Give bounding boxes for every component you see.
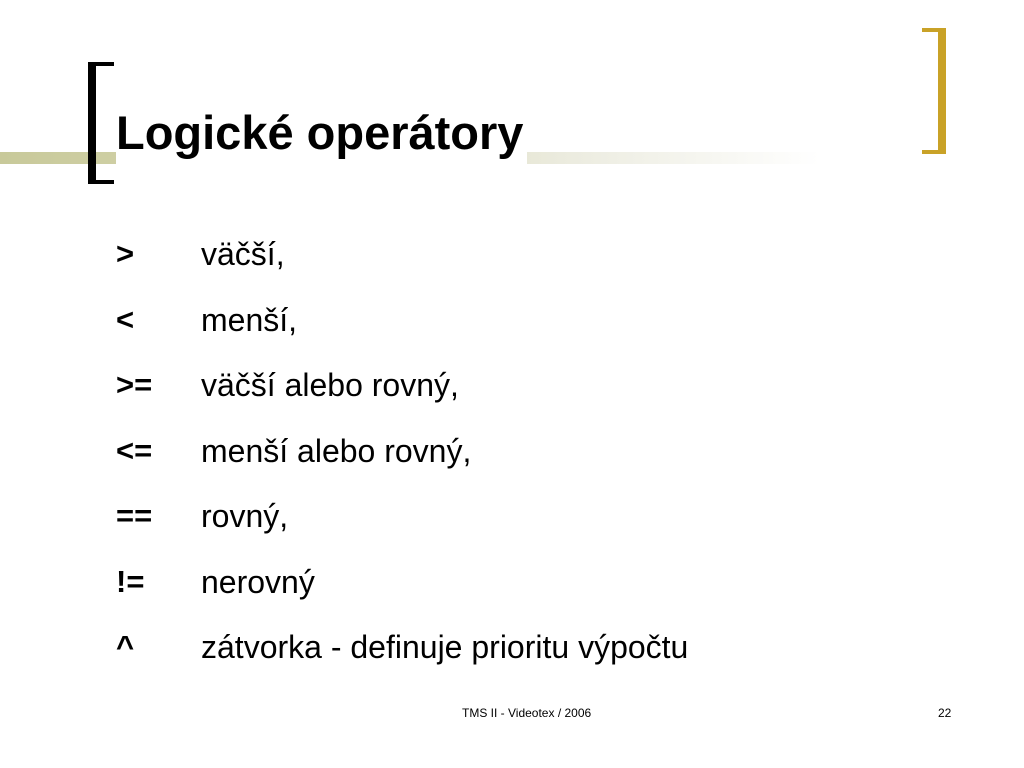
operator-symbol: >= bbox=[116, 367, 153, 402]
operator-row-less bbox=[116, 294, 688, 360]
operator-description: menší alebo rovný, bbox=[201, 432, 472, 469]
right-bracket-decoration bbox=[922, 28, 946, 154]
operator-row-caret bbox=[116, 621, 688, 687]
operator-description: väčší, bbox=[201, 236, 285, 272]
slide-title: Logické operátory bbox=[116, 100, 527, 166]
operator-description: nerovný bbox=[201, 563, 315, 600]
operator-row-less-equal bbox=[116, 425, 688, 491]
operator-row-equal bbox=[116, 490, 688, 556]
operator-row-not-equal bbox=[116, 556, 688, 622]
operator-row-greater bbox=[116, 228, 688, 294]
operator-description: väčší alebo rovný, bbox=[201, 367, 459, 403]
operator-symbol: < bbox=[116, 301, 135, 337]
operator-symbol: == bbox=[116, 498, 153, 533]
operator-symbol: != bbox=[116, 563, 145, 599]
operator-description: zátvorka - definuje prioritu výpočtu bbox=[201, 629, 689, 665]
operator-description: menší, bbox=[201, 301, 298, 338]
slide-footer: TMS II - Videotex / 2006 bbox=[462, 706, 592, 720]
operator-description: rovný, bbox=[201, 498, 289, 534]
operator-symbol: ^ bbox=[116, 629, 135, 664]
left-bracket-decoration bbox=[88, 62, 114, 184]
operator-symbol: <= bbox=[116, 432, 153, 468]
operator-symbol: > bbox=[116, 236, 135, 271]
operator-row-greater-equal bbox=[116, 359, 688, 425]
page-number: 22 bbox=[938, 706, 952, 720]
operator-list bbox=[116, 228, 688, 687]
